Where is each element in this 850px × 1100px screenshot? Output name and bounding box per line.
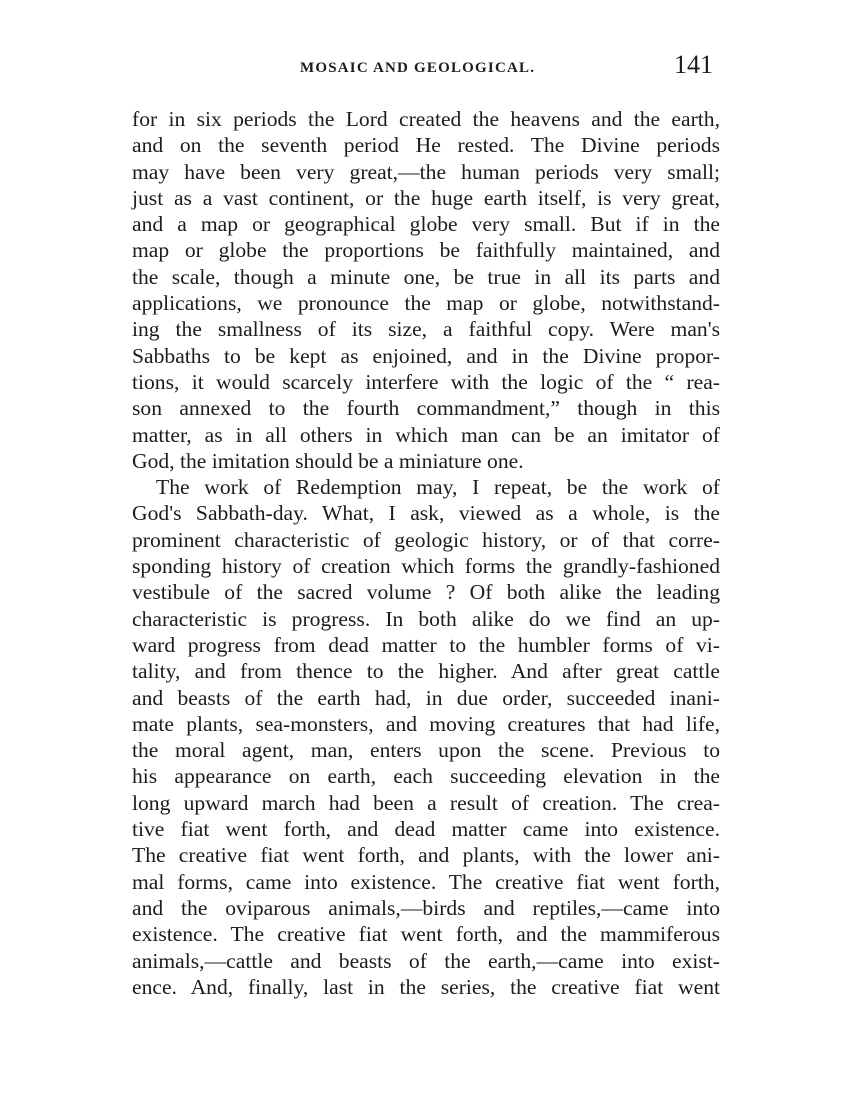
- text-line: ence. And, finally, last in the series, the creative fiat went: [132, 974, 720, 999]
- text-line: characteristic is progress. In both alike do we find an up-: [132, 606, 720, 631]
- text-line: for in six periods the Lord created the heavens and the earth,: [132, 107, 720, 131]
- text-line: tality, and from thence to the higher. And after great cattle: [132, 659, 720, 684]
- text-line: tions, it would scarcely interfere with the logic of the “ rea-: [132, 369, 720, 394]
- text-line: mate plants, sea-monsters, and moving creatures that had life,: [132, 711, 720, 736]
- text-line: sponding history of creation which forms the grandly-fashioned: [132, 554, 720, 579]
- text-line: tive fiat went forth, and dead matter came into existence.: [132, 817, 720, 842]
- text-line: matter, as in all others in which man can be an imitator of: [132, 422, 720, 447]
- text-line: ward progress from dead matter to the humbler forms of vi-: [132, 632, 720, 657]
- body-text: [132, 106, 720, 1000]
- text-line: mal forms, came into existence. The creative fiat went forth,: [132, 869, 720, 894]
- text-line: the moral agent, man, enters upon the scene. Previous to: [132, 738, 720, 763]
- text-line: his appearance on earth, each succeeding elevation in the: [132, 764, 720, 789]
- text-line: and beasts of the earth had, in due order, succeeded inani-: [132, 685, 720, 710]
- text-line: may have been very great,—the human periods very small;: [132, 159, 720, 184]
- text-line: map or globe the proportions be faithfully maintained, and: [132, 238, 720, 263]
- text-line: The creative fiat went forth, and plants, with the lower ani-: [132, 843, 720, 868]
- text-line: animals,—cattle and beasts of the earth,—came into exist-: [132, 948, 720, 973]
- page-number: 141: [674, 50, 713, 79]
- text-line: existence. The creative fiat went forth, and the mammiferous: [132, 922, 720, 947]
- text-line: prominent characteristic of geologic history, or of that corre-: [132, 527, 720, 552]
- text-line: son annexed to the fourth commandment,” though in this: [132, 396, 720, 421]
- paragraph-start-line: The work of Redemption may, I repeat, be the work of: [156, 475, 720, 500]
- text-line: applications, we pronounce the map or globe, notwithstand-: [132, 291, 720, 316]
- paragraph-end-line: God, the imitation should be a miniature one.: [132, 448, 524, 473]
- text-line: long upward march had been a result of creation. The crea-: [132, 790, 720, 815]
- text-line: and on the seventh period He rested. The Divine periods: [132, 133, 720, 158]
- text-line: and a map or geographical globe very small. But if in the: [132, 212, 720, 237]
- text-line: just as a vast continent, or the huge earth itself, is very great,: [132, 185, 720, 210]
- text-line: Sabbaths to be kept as enjoined, and in the Divine propor-: [132, 343, 720, 368]
- text-line: the scale, though a minute one, be true in all its parts and: [132, 264, 720, 289]
- text-line: ing the smallness of its size, a faithful copy. Were man's: [132, 317, 720, 342]
- text-line: vestibule of the sacred volume ? Of both alike the leading: [132, 580, 720, 605]
- text-line: and the oviparous animals,—birds and reptiles,—came into: [132, 895, 720, 920]
- running-head: MOSAIC AND GEOLOGICAL.: [300, 60, 536, 76]
- text-line: God's Sabbath-day. What, I ask, viewed as a whole, is the: [132, 501, 720, 526]
